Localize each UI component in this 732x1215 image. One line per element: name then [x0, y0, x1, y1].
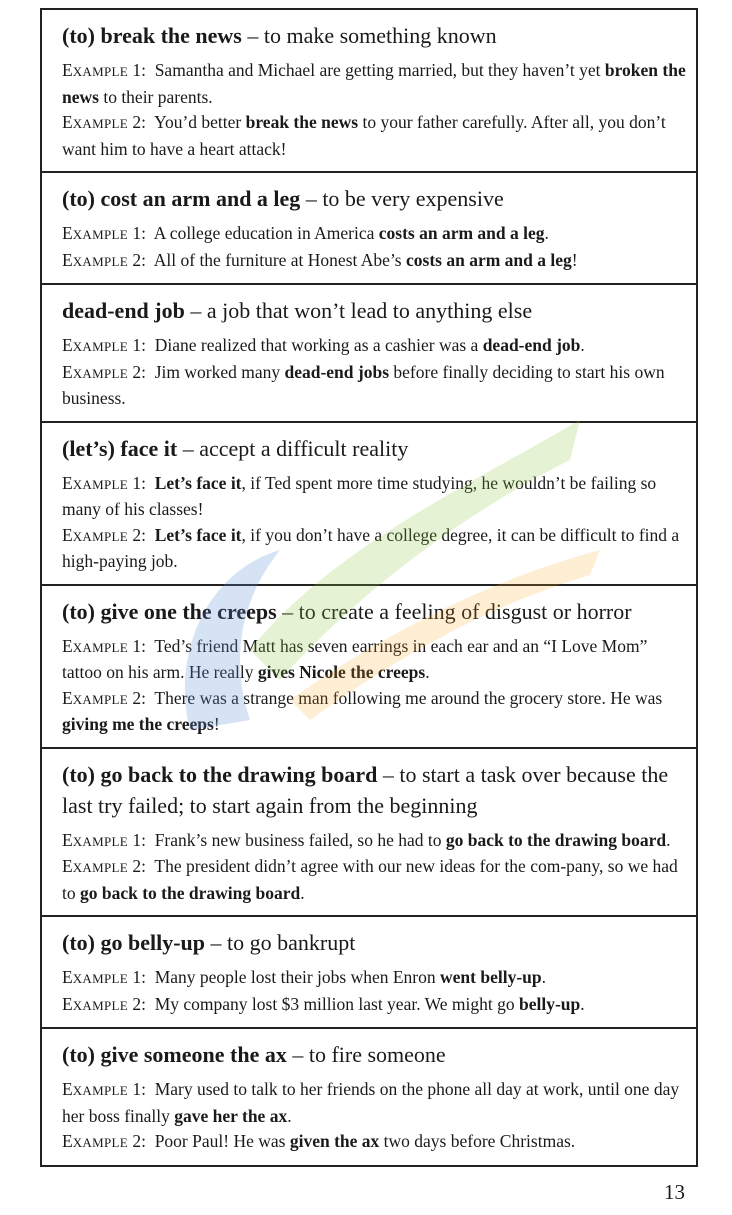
example-text: My company lost $3 million last year. We might go	[154, 993, 519, 1014]
idiom-term: (to) give one the creeps	[62, 598, 277, 624]
idiom-definition: – to create a feeling of disgust or horror	[276, 598, 632, 624]
example-text: !	[213, 714, 220, 734]
example-label	[62, 250, 146, 270]
idiom-term: (to) give someone the ax	[62, 1042, 287, 1067]
example-label-number: 2:	[127, 856, 146, 876]
idiom-entry	[40, 172, 698, 284]
example-text: A college education in America	[153, 223, 379, 243]
idiom-term: (let’s) face it	[62, 435, 178, 461]
example-label-cap: E	[62, 472, 73, 493]
example-label-number: 1:	[127, 472, 146, 493]
idiom-highlight: costs an arm and a leg	[406, 249, 572, 270]
example-label-smallcaps: XAMPLE	[72, 971, 128, 986]
example-sentence	[62, 221, 686, 248]
example-label	[62, 60, 146, 80]
idiom-highlight: given the ax	[289, 1131, 380, 1151]
example-label	[62, 856, 146, 876]
example-label-number: 1:	[127, 223, 146, 243]
example-text: There was a strange man following me around the grocery store. He was	[154, 687, 663, 708]
example-label-smallcaps: XAMPLE	[72, 997, 128, 1013]
example-label-number: 2:	[127, 993, 146, 1014]
example-sentence	[62, 1077, 686, 1129]
example-label-smallcaps: XAMPLE	[72, 253, 128, 269]
example-label-smallcaps: XAMPLE	[72, 339, 128, 354]
example-label	[62, 830, 146, 850]
example-label	[62, 688, 146, 708]
example-sentence	[62, 992, 686, 1019]
example-text: .	[666, 829, 671, 850]
example-sentence	[62, 1129, 686, 1156]
example-label-smallcaps: XAMPLE	[72, 1135, 128, 1150]
example-label	[62, 112, 146, 132]
idiom-term: (to) go back to the drawing board	[62, 761, 378, 787]
example-label-smallcaps: XAMPLE	[72, 833, 128, 849]
example-text: Jim worked many	[154, 361, 285, 382]
idiom-highlight: giving me the creeps	[62, 714, 214, 734]
example-sentence	[62, 686, 686, 738]
example-label-number: 2:	[127, 361, 146, 382]
example-label-number: 2:	[127, 112, 146, 132]
idiom-highlight: Let’s face it	[154, 472, 242, 493]
example-text: Frank’s new business failed, so he had to	[154, 829, 446, 850]
example-text: .	[541, 967, 546, 987]
idiom-definition: – to fire someone	[286, 1042, 446, 1067]
example-text: Poor Paul! He was	[154, 1131, 290, 1151]
idiom-term: (to) go belly-up	[62, 930, 205, 955]
example-label-number: 2:	[127, 249, 146, 270]
example-label-cap: E	[62, 361, 73, 382]
example-label-cap: E	[62, 856, 73, 876]
example-label-cap: E	[62, 249, 73, 270]
example-label-smallcaps: XAMPLE	[72, 691, 128, 707]
example-label-smallcaps: XAMPLE	[72, 476, 128, 492]
idiom-heading	[62, 183, 686, 214]
idiom-term: dead-end job	[62, 298, 185, 323]
idiom-entry	[40, 748, 698, 917]
idiom-entry	[40, 585, 698, 748]
idiom-highlight: costs an arm and a leg	[378, 223, 545, 243]
example-text: .	[287, 1105, 292, 1126]
idiom-definition: – to make something known	[241, 23, 497, 48]
example-label-smallcaps: XAMPLE	[72, 227, 128, 242]
idiom-highlight: broken the news	[62, 60, 686, 107]
idiom-heading	[62, 433, 686, 464]
example-label-cap: E	[62, 60, 73, 80]
example-text: to their parents.	[98, 86, 213, 107]
idiom-highlight: go back to the drawing board	[80, 882, 301, 903]
example-label-number: 2:	[127, 524, 146, 545]
example-label-smallcaps: XAMPLE	[72, 365, 128, 381]
idiom-entry	[40, 284, 698, 422]
example-label	[62, 473, 146, 493]
example-label	[62, 1079, 146, 1099]
example-label-smallcaps: XAMPLE	[72, 64, 128, 79]
idiom-highlight: break the news	[245, 112, 359, 132]
idiom-term: (to) cost an arm and a leg	[62, 186, 301, 211]
example-label-number: 1:	[127, 335, 146, 355]
idiom-definition: – a job that won’t lead to anything else	[184, 298, 533, 323]
idiom-highlight: dead-end jobs	[284, 361, 390, 382]
example-label-cap: E	[62, 635, 73, 656]
example-label-smallcaps: XAMPLE	[72, 639, 128, 655]
page-number: 13	[664, 1180, 685, 1204]
example-text: Mary used to talk to her friends on the phone all day at work, until one day her boss finally	[62, 1079, 680, 1126]
example-text: All of the furniture at Honest Abe’s	[153, 249, 406, 270]
example-label-number: 1:	[127, 1079, 146, 1099]
example-text: Ted’s friend Matt has seven earrings in each ear and an “I Love Mom” tattoo on his arm. He really	[62, 635, 648, 682]
example-label-number: 1:	[127, 60, 146, 80]
example-label-cap: E	[62, 223, 73, 243]
example-label-cap: E	[62, 524, 73, 545]
idiom-heading	[62, 759, 686, 821]
example-text: Samantha and Michael are getting married, but they haven’t yet	[154, 60, 605, 80]
example-label-cap: E	[62, 993, 73, 1014]
idiom-heading	[62, 295, 686, 326]
idiom-entry	[40, 916, 698, 1028]
example-text: two days before Christmas.	[379, 1131, 576, 1151]
example-label-number: 1:	[127, 635, 146, 656]
example-label-cap: E	[62, 967, 73, 987]
idiom-highlight: Let’s face it	[154, 524, 242, 545]
example-sentence	[62, 110, 686, 162]
example-text: .	[580, 993, 585, 1014]
example-sentence	[62, 854, 686, 906]
example-sentence	[62, 634, 686, 686]
idiom-highlight: gives Nicole the creeps	[257, 662, 426, 682]
example-sentence	[62, 248, 686, 275]
idiom-highlight: gave her the ax	[174, 1105, 288, 1126]
idiom-definition: – accept a difficult reality	[177, 435, 409, 461]
example-sentence	[62, 523, 686, 575]
idiom-highlight: dead-end job	[482, 335, 581, 355]
example-text: before finally deciding to start his own business.	[62, 361, 665, 408]
idiom-highlight: went belly-up	[440, 967, 542, 987]
example-label-smallcaps: XAMPLE	[72, 1083, 128, 1098]
example-text: You’d better	[154, 112, 246, 132]
idiom-heading	[62, 927, 686, 958]
example-label-cap: E	[62, 335, 73, 355]
example-text: Many people lost their jobs when Enron	[154, 967, 441, 987]
example-label-smallcaps: XAMPLE	[72, 116, 128, 131]
example-text: Diane realized that working as a cashier was a	[154, 335, 483, 355]
example-label	[62, 636, 146, 656]
idiom-definition: – to be very expensive	[300, 186, 504, 211]
idiom-entry	[40, 8, 698, 172]
idiom-term: (to) break the news	[62, 23, 242, 48]
example-text: .	[580, 335, 585, 355]
example-sentence	[62, 333, 686, 360]
example-label	[62, 525, 146, 545]
example-text: , if Ted spent more time studying, he wouldn’t be failing so many of his classes!	[62, 472, 657, 519]
example-label	[62, 994, 146, 1014]
example-label-number: 1:	[127, 829, 146, 850]
example-sentence	[62, 58, 686, 110]
idiom-heading	[62, 20, 686, 51]
example-label-cap: E	[62, 1079, 73, 1099]
example-text: .	[544, 223, 549, 243]
example-text: The president didn’t agree with our new ideas for the com-pany, so we had to	[62, 856, 678, 903]
example-label	[62, 1131, 146, 1151]
example-label	[62, 362, 146, 382]
example-label-cap: E	[62, 687, 73, 708]
example-text: to your father carefully. After all, you don’t want him to have a heart attack!	[62, 112, 666, 159]
idiom-highlight: go back to the drawing board	[445, 829, 667, 850]
idiom-list	[40, 8, 698, 1167]
example-label-smallcaps: XAMPLE	[72, 860, 128, 875]
example-sentence	[62, 965, 686, 992]
example-sentence	[62, 360, 686, 412]
idiom-heading	[62, 1039, 686, 1070]
example-label-smallcaps: XAMPLE	[72, 528, 128, 544]
example-text: .	[300, 882, 305, 903]
example-text: , if you don’t have a college degree, it can be difficult to find a high-paying job.	[62, 524, 680, 571]
example-label-number: 2:	[127, 1131, 146, 1151]
example-label-cap: E	[62, 1131, 73, 1151]
example-label	[62, 335, 146, 355]
example-label-cap: E	[62, 829, 73, 850]
idiom-highlight: belly-up	[518, 993, 581, 1014]
example-label-number: 2:	[127, 687, 146, 708]
example-sentence	[62, 471, 686, 523]
idiom-heading	[62, 596, 686, 627]
idiom-definition: – to go bankrupt	[205, 930, 356, 955]
example-sentence	[62, 828, 686, 855]
idiom-entry	[40, 1028, 698, 1167]
example-label-number: 1:	[127, 967, 146, 987]
example-label	[62, 223, 146, 243]
idiom-entry	[40, 422, 698, 585]
example-text: .	[425, 662, 430, 682]
example-label	[62, 967, 146, 987]
example-text: !	[571, 249, 578, 270]
idiom-definition: – to start a task over because the last try failed; to start again from the beginning	[62, 761, 669, 818]
example-label-cap: E	[62, 112, 73, 132]
